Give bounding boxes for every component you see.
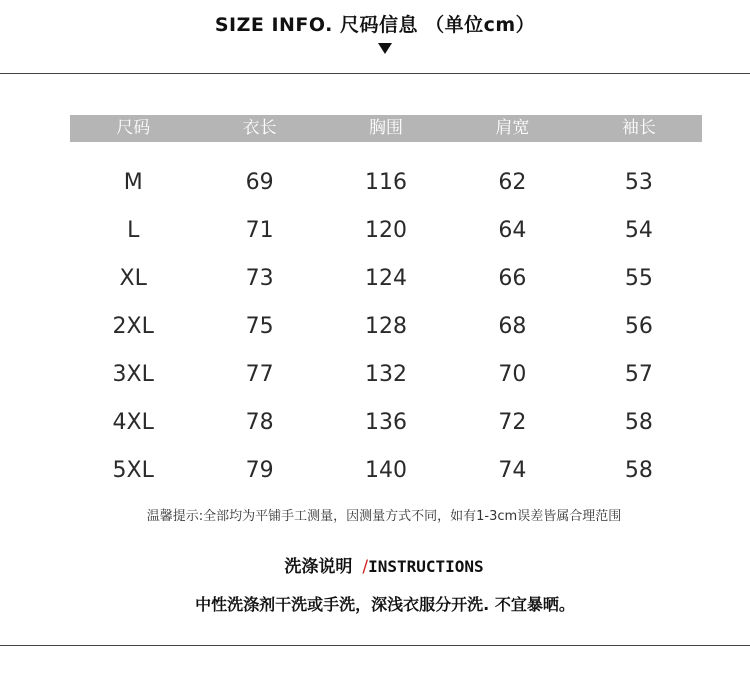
washing-title-en: INSTRUCTIONS xyxy=(368,557,484,576)
slash-separator: / xyxy=(362,557,369,577)
cell-size: M xyxy=(123,170,143,195)
table-row xyxy=(70,303,702,351)
cell-chest: 116 xyxy=(365,170,408,195)
cell-sleeve: 57 xyxy=(624,362,653,387)
cell-length: 69 xyxy=(245,170,274,195)
cell-size: L xyxy=(127,218,140,243)
cell-sleeve: 58 xyxy=(624,458,653,483)
cell-shoulder: 64 xyxy=(498,218,527,243)
cell-length: 77 xyxy=(245,362,274,387)
table-row xyxy=(70,351,702,399)
cell-size: XL xyxy=(119,266,147,291)
column-header-size: 尺码 xyxy=(116,118,151,138)
table-row xyxy=(70,159,702,207)
column-header-length: 衣长 xyxy=(242,118,277,138)
cell-shoulder: 74 xyxy=(498,458,527,483)
cell-chest: 124 xyxy=(365,266,408,291)
column-header-shoulder: 肩宽 xyxy=(495,118,530,138)
washing-title xyxy=(0,552,750,577)
cell-size: 5XL xyxy=(112,458,154,483)
page-title: SIZE INFO. 尺码信息 （单位cm） xyxy=(214,14,536,36)
cell-size: 2XL xyxy=(112,314,154,339)
cell-shoulder: 68 xyxy=(498,314,527,339)
table-row xyxy=(70,399,702,447)
measurement-note: 温馨提示:全部均为平铺手工测量，因测量方式不同，如有1-3cm误差皆属合理范围 xyxy=(146,509,622,524)
cell-sleeve: 58 xyxy=(624,410,653,435)
top-divider xyxy=(0,73,750,74)
cell-shoulder: 62 xyxy=(498,170,527,195)
cell-sleeve: 56 xyxy=(624,314,653,339)
cell-chest: 128 xyxy=(365,314,408,339)
cell-length: 73 xyxy=(245,266,274,291)
cell-chest: 120 xyxy=(365,218,408,243)
table-row xyxy=(70,255,702,303)
cell-shoulder: 72 xyxy=(498,410,527,435)
cell-shoulder: 66 xyxy=(498,266,527,291)
table-row xyxy=(70,447,702,495)
column-header-sleeve: 袖长 xyxy=(621,118,656,138)
cell-length: 75 xyxy=(245,314,274,339)
cell-sleeve: 54 xyxy=(624,218,653,243)
column-header-chest: 胸围 xyxy=(369,118,404,138)
cell-shoulder: 70 xyxy=(498,362,527,387)
table-header xyxy=(70,115,702,142)
cell-chest: 140 xyxy=(365,458,408,483)
cell-length: 78 xyxy=(245,410,274,435)
cell-length: 79 xyxy=(245,458,274,483)
cell-sleeve: 53 xyxy=(624,170,653,195)
size-table xyxy=(70,115,702,495)
washing-instructions: 中性洗涤剂干洗或手洗，深浅衣服分开洗. 不宜暴晒。 xyxy=(195,595,575,614)
cell-chest: 136 xyxy=(365,410,408,435)
table-body xyxy=(70,159,702,495)
bottom-divider xyxy=(0,645,750,646)
cell-chest: 132 xyxy=(365,362,408,387)
cell-size: 3XL xyxy=(112,362,154,387)
washing-title-cn: 洗涤说明 xyxy=(284,557,353,577)
cell-sleeve: 55 xyxy=(624,266,653,291)
cell-size: 4XL xyxy=(112,410,154,435)
cell-length: 71 xyxy=(245,218,274,243)
table-row xyxy=(70,207,702,255)
down-arrow-icon xyxy=(378,43,392,54)
